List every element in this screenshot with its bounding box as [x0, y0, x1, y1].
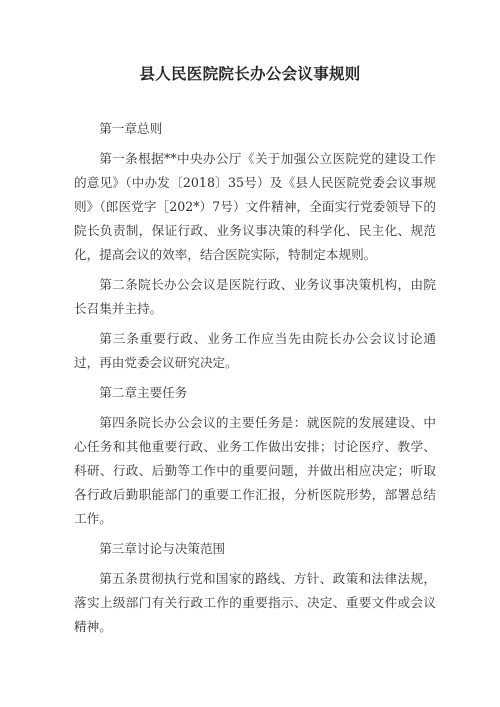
article-3: 第三条重要行政、业务工作应当先由院长办公会议讨论通过，再由党委会议研究决定。	[74, 331, 436, 370]
article-2: 第二条院长办公会议是医院行政、业务议事决策机构，由院长召集并主持。	[74, 277, 436, 316]
article-4: 第四条院长办公会议的主要任务是：就医院的发展建设、中心任务和其他重要行政、业务工作做出安排；讨论医疗、教学、科研、行政、后勤等工作中的重要问题，并做出相应决定；听取各行政后勤职能部门的重要工作汇报，分析医院形势，部署总结工作。	[74, 415, 436, 526]
chapter-heading-1: 第一章总则	[99, 121, 163, 136]
document-title: 县人民医院院长办公会议事规则	[139, 65, 361, 83]
document-body	[74, 117, 436, 639]
article-5: 第五条贯彻执行党和国家的路线、方针、政策和法律法规，落实上级部门有关行政工作的重要指示、决定、重要文件或会议精神。	[74, 571, 436, 634]
chapter-heading-3: 第三章讨论与决策范围	[99, 541, 226, 556]
chapter-heading-2: 第二章主要任务	[99, 385, 188, 400]
article-1: 第一条根据**中央办公厅《关于加强公立医院党的建设工作的意见》（中办发〔2018〕35号）及《县人民医院党委会议事规则》（郎医党字［202*）7号）文件精神，全面实行党委领导下的院长负责制，保证行政、业务议事决策的科学化、民主化、规范化，提高会议的效率，结合医院实际，特制定本规则。	[74, 151, 436, 262]
